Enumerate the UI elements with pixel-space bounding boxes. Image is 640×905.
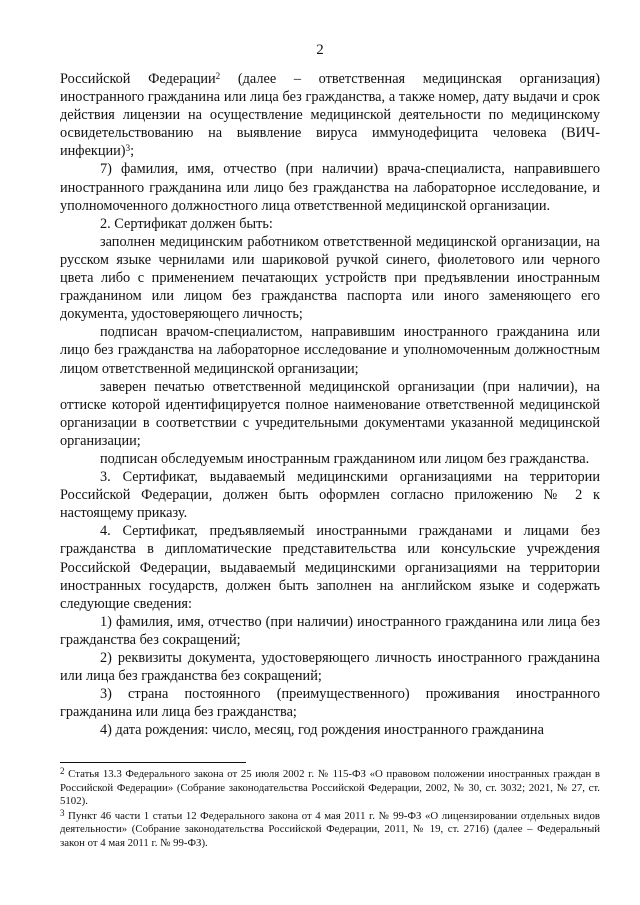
paragraph-signed-by-subject: подписан обследуемым иностранным гражданином или лицом без гражданства. — [100, 450, 590, 467]
paragraph-text: (далее – ответственная медицинская организация) иностранного гражданина или лица без гражданства, а также номер, дату выдачи и срок действия лицензии на осуществление медицинской деятельности по медицинскому освидетельствованию на выявление вируса иммунодефицита человека (ВИЧ-инфекции) — [60, 71, 600, 160]
footnote-ref-3: 3 — [125, 143, 131, 154]
document-body — [60, 70, 600, 739]
paragraph-sub-3: 3) страна постоянного (преимущественного) проживания иностранного гражданина или лица без гражданства; — [60, 686, 600, 721]
paragraph-sub-2: 2) реквизиты документа, удостоверяющего личность иностранного гражданина или лица без гражданства без сокращений; — [60, 650, 600, 685]
paragraph-text: ; — [130, 143, 135, 160]
footnotes — [60, 768, 600, 852]
footnote-3 — [60, 807, 600, 851]
paragraph-section-4: 4. Сертификат, предъявляемый иностранными гражданами и лицами без гражданства в дипломатические представительства или консульские учреждения Российской Федерации, выдаваемый медицинскими организациями на территории иностранных государств, должен быть заполнен на английском языке и содержать следующие сведения: — [60, 523, 600, 612]
footnote-ref-2: 2 — [215, 71, 221, 81]
paragraph-item-7: 7) фамилия, имя, отчество (при наличии) врача-специалиста, направившего иностранного гражданина или лицо без гражданства на лабораторное исследование, и уполномоченного должностного лица ответственной медицинской организации. — [60, 161, 600, 214]
paragraph-stamped: заверен печатью ответственной медицинской организации (при наличии), на оттиске которой идентифицируется полное наименование ответственной медицинской организации в соответствии с учредительными документами указанной медицинской организации; — [60, 378, 600, 449]
footnote-text: Пункт 46 части 1 статьи 12 Федерального закона от 4 мая 2011 г. № 99-ФЗ «О лицензировании отдельных видов деятельности» (Собрание законодательства Российской Федерации, 2011, № 19, ст. 2716) (далее – Федеральный закон от 4 мая 2011 г. № 99-ФЗ). — [60, 809, 600, 849]
footnote-mark: 2 — [60, 766, 65, 776]
paragraph-signed: подписан врачом-специалистом, направившим иностранного гражданина или лицо без гражданства на лабораторное исследование и уполномоченным должностным лицом ответственной медицинской организации; — [60, 324, 600, 377]
footnote-text: Статья 13.3 Федерального закона от 25 июля 2002 г. № 115-ФЗ «О правовом положении иностранных граждан в Российской Федерации» (Собрание законодательства Российской Федерации, 2002, № 30, ст. 3032; 2021, № 27, ст. 5102). — [60, 768, 600, 808]
paragraph-continuation — [60, 70, 600, 160]
paragraph-section-3: 3. Сертификат, выдаваемый медицинскими организациями на территории Российской Федерации, должен быть оформлен согласно приложению № 2 к настоящему приказу. — [60, 469, 600, 522]
footnote-2 — [60, 768, 600, 809]
paragraph-section-2: 2. Сертификат должен быть: — [100, 215, 273, 232]
paragraph-sub-4: 4) дата рождения: число, месяц, год рождения иностранного гражданина — [100, 722, 544, 739]
paragraph-text: Российской Федерации — [60, 71, 216, 87]
page-number: 2 — [316, 42, 324, 58]
footnote-mark: 3 — [60, 807, 65, 818]
footnote-divider — [60, 762, 246, 763]
paragraph-sub-1: 1) фамилия, имя, отчество (при наличии) иностранного гражданина или лица без гражданства без сокращений; — [60, 613, 600, 648]
paragraph-filled: заполнен медицинским работником ответственной медицинской организации, на русском языке чернилами или шариковой ручкой синего, фиолетового или черного цвета либо с применением печатающих устройств при предъявлении иностранным гражданином или лицом без гражданства паспорта или иного заменяющего его документа, удостоверяющего личность; — [60, 233, 600, 323]
